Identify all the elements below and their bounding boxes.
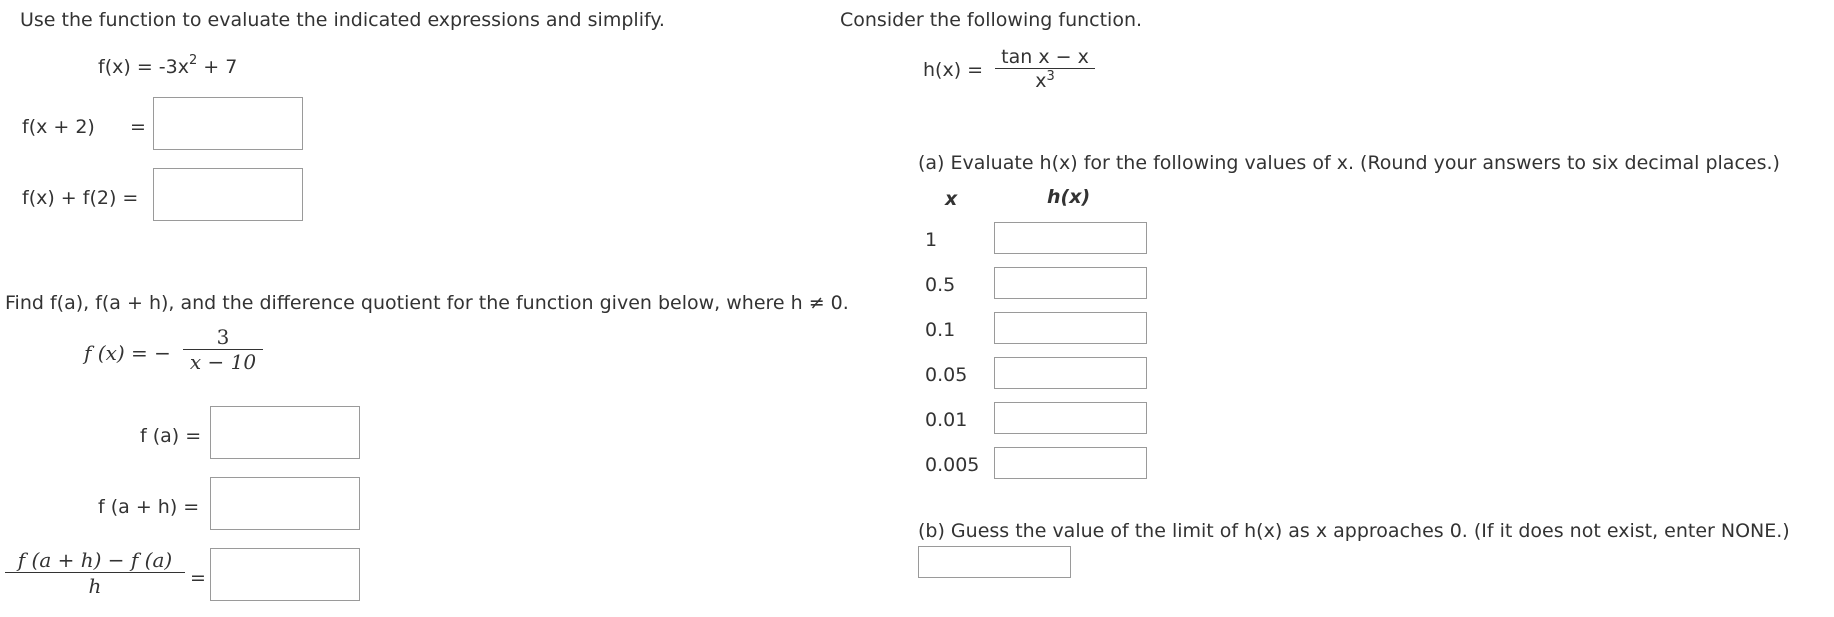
h-den-base: x: [1035, 70, 1047, 92]
f-def-rhs-tail: + 7: [197, 56, 238, 78]
g-fraction: [183, 325, 263, 374]
h-fraction: [995, 46, 1095, 93]
row2-label: f(x) + f(2) =: [22, 187, 139, 209]
column-header-hx: h(x): [1047, 186, 1091, 208]
g-denominator: x − 10: [189, 350, 257, 374]
x-value-row5: 0.01: [925, 409, 968, 431]
instruction-difference-quotient: Find f(a), f(a + h), and the difference quotient for the function given below, where h ≠ 0.: [5, 292, 849, 314]
h-numerator: tan x − x: [1001, 46, 1089, 68]
instruction-evaluate: Use the function to evaluate the indicated expressions and simplify.: [20, 9, 665, 31]
f-def-rhs: = -3x: [136, 56, 189, 78]
dq-denominator: h: [88, 574, 102, 598]
column-header-x: x: [945, 188, 958, 210]
g-numerator: 3: [216, 325, 230, 349]
part-b-instruction: (b) Guess the value of the limit of h(x) as x approaches 0. (If it does not exist, enter NONE.): [918, 520, 1790, 542]
answer-input-f-a-plus-h[interactable]: [210, 477, 360, 530]
row1-label: f(x + 2): [22, 116, 95, 138]
f-def-lhs: f(x): [98, 56, 131, 78]
x-value-row4: 0.05: [925, 364, 968, 386]
h-den-exponent: 3: [1046, 69, 1055, 84]
h-denominator: [995, 69, 1095, 93]
function-definition: [98, 53, 238, 78]
limit-answer-input[interactable]: [918, 546, 1071, 578]
dq-numerator: f (a + h) − f (a): [17, 548, 173, 572]
hx-input-row4[interactable]: [994, 357, 1147, 389]
answer-input-f-x-plus-f-2[interactable]: [153, 168, 303, 221]
difference-quotient-fraction: [5, 548, 185, 599]
h-def-lhs: h(x) =: [923, 59, 984, 81]
g-def-lhs: f (x) = −: [84, 341, 171, 365]
fah-label: f (a + h) =: [98, 496, 200, 518]
hx-input-row1[interactable]: [994, 222, 1147, 254]
row1-equals: =: [130, 116, 146, 138]
part-a-instruction: (a) Evaluate h(x) for the following values of x. (Round your answers to six decimal places.): [918, 152, 1780, 174]
hx-input-row5[interactable]: [994, 402, 1147, 434]
dq-equals: =: [190, 567, 206, 589]
hx-input-row2[interactable]: [994, 267, 1147, 299]
x-value-row1: 1: [925, 229, 938, 251]
f-def-exponent: 2: [188, 53, 198, 68]
answer-input-difference-quotient[interactable]: [210, 548, 360, 601]
x-value-row6: 0.005: [925, 454, 980, 476]
x-value-row3: 0.1: [925, 319, 956, 341]
answer-input-f-a[interactable]: [210, 406, 360, 459]
instruction-consider: Consider the following function.: [840, 9, 1143, 31]
answer-input-f-x-plus-2[interactable]: [153, 97, 303, 150]
hx-input-row6[interactable]: [994, 447, 1147, 479]
fa-label: f (a) =: [140, 425, 202, 447]
x-value-row2: 0.5: [925, 274, 956, 296]
hx-input-row3[interactable]: [994, 312, 1147, 344]
